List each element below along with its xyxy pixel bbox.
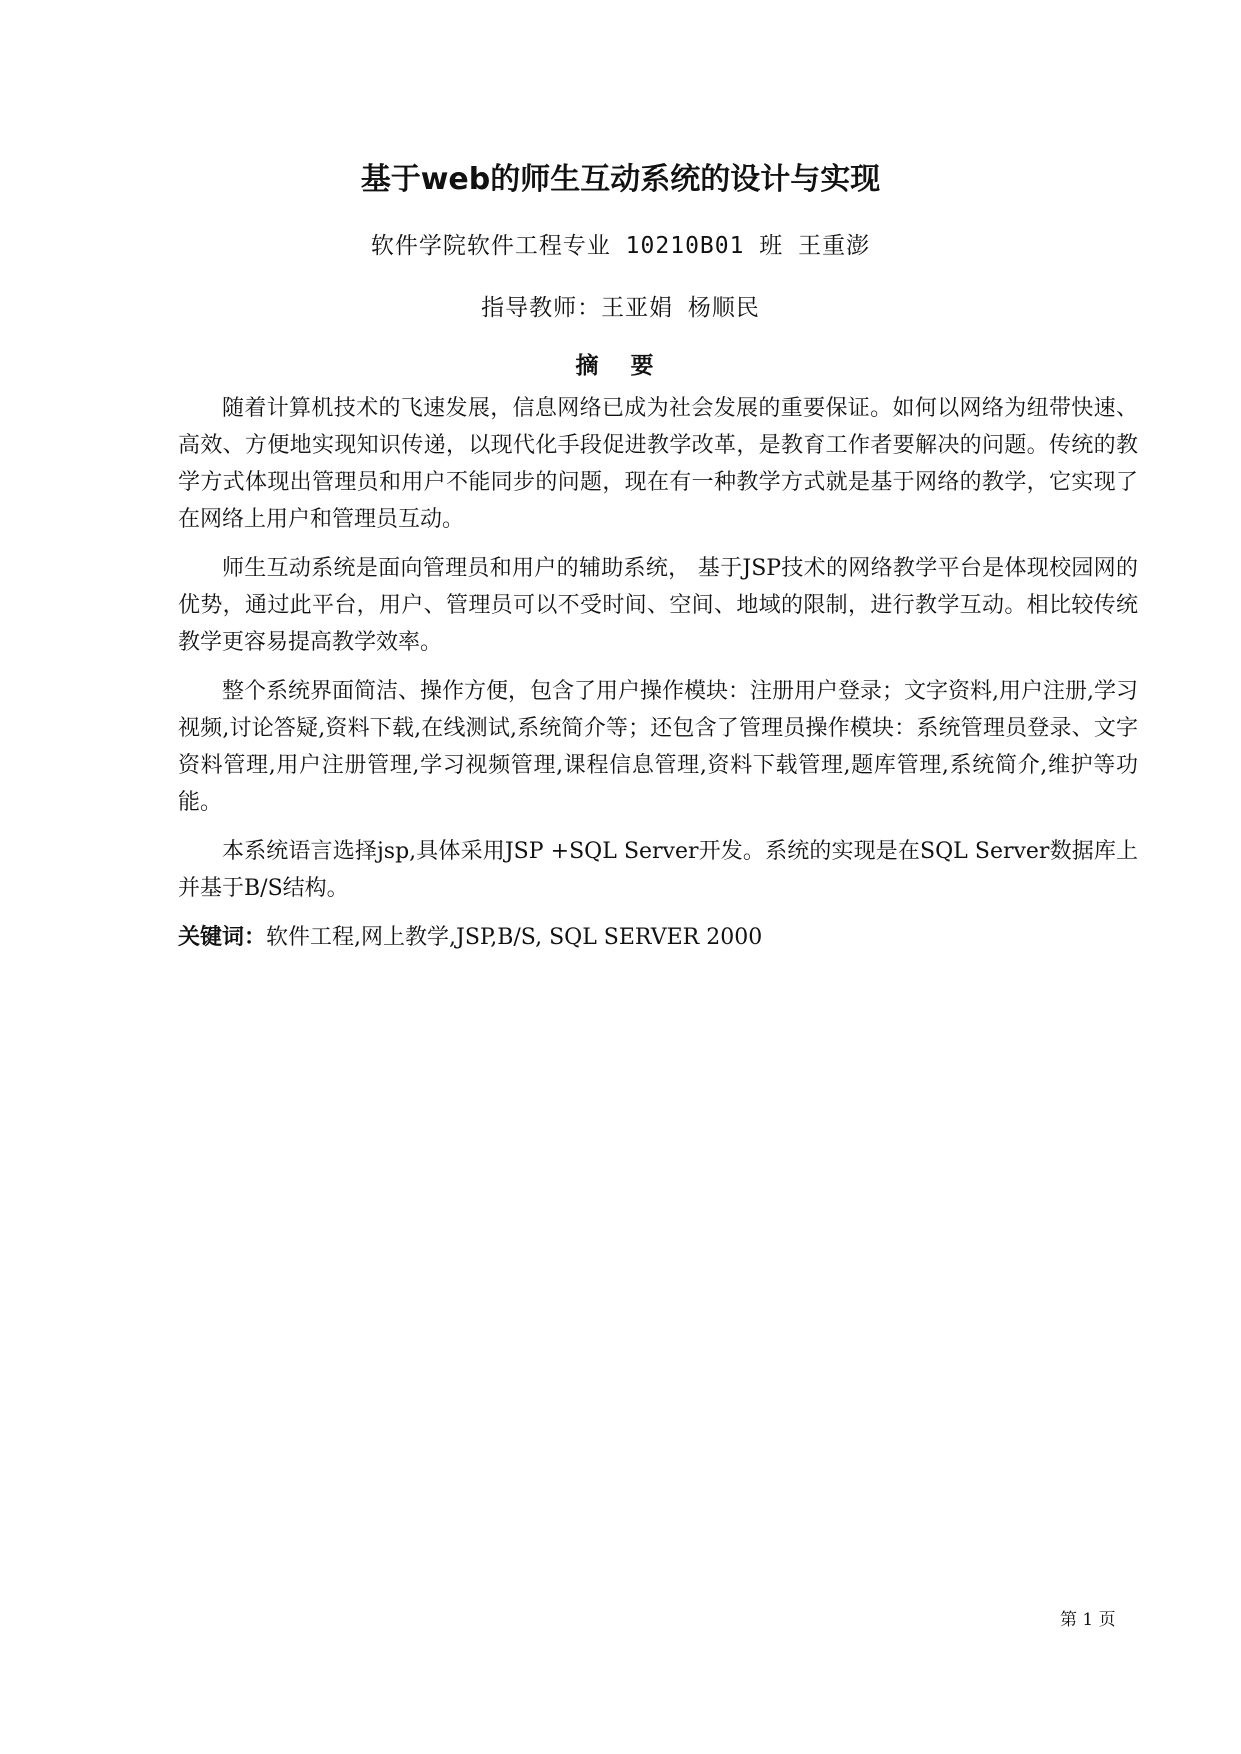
paper-title: 基于web的师生互动系统的设计与实现	[360, 162, 881, 197]
advisor-line: 指导教师：王亚娟 杨顺民	[481, 295, 760, 321]
keywords-line	[178, 919, 1138, 956]
page-number: 第 1 页	[1060, 1610, 1116, 1630]
abstract-paragraph-4: 本系统语言选择jsp,具体采用JSP +SQL Server开发。系统的实现是在SQL Server数据库上并基于B/S结构。	[178, 839, 1138, 901]
abstract-heading: 摘 要	[575, 353, 666, 379]
keywords-text: 软件工程,网上教学,JSP,B/S, SQL SERVER 2000	[266, 925, 763, 950]
abstract-paragraph-1: 随着计算机技术的飞速发展，信息网络已成为社会发展的重要保证。如何以网络为纽带快速、高效、方便地实现知识传递，以现代化手段促进教学改革，是教育工作者要解决的问题。传统的教学方式体现出管理员和用户不能同步的问题，现在有一种教学方式就是基于网络的教学，它实现了在网络上用户和管理员互动。	[178, 396, 1138, 532]
abstract-paragraph-2: 师生互动系统是面向管理员和用户的辅助系统， 基于JSP技术的网络教学平台是体现校园网的优势，通过此平台，用户、管理员可以不受时间、空间、地域的限制，进行教学互动。相比较传统教学更容易提高教学效率。	[178, 556, 1138, 655]
author-line: 软件学院软件工程专业 10210B01 班 王重澎	[370, 233, 871, 259]
abstract-body	[178, 390, 1138, 956]
abstract-paragraph-3: 整个系统界面简洁、操作方便，包含了用户操作模块：注册用户登录；文字资料,用户注册,学习视频,讨论答疑,资料下载,在线测试,系统简介等；还包含了管理员操作模块：系统管理员登录、文字资料管理,用户注册管理,学习视频管理,课程信息管理,资料下载管理,题库管理,系统简介,维护等功能。	[178, 679, 1138, 815]
keywords-label: 关键词：	[178, 925, 267, 950]
